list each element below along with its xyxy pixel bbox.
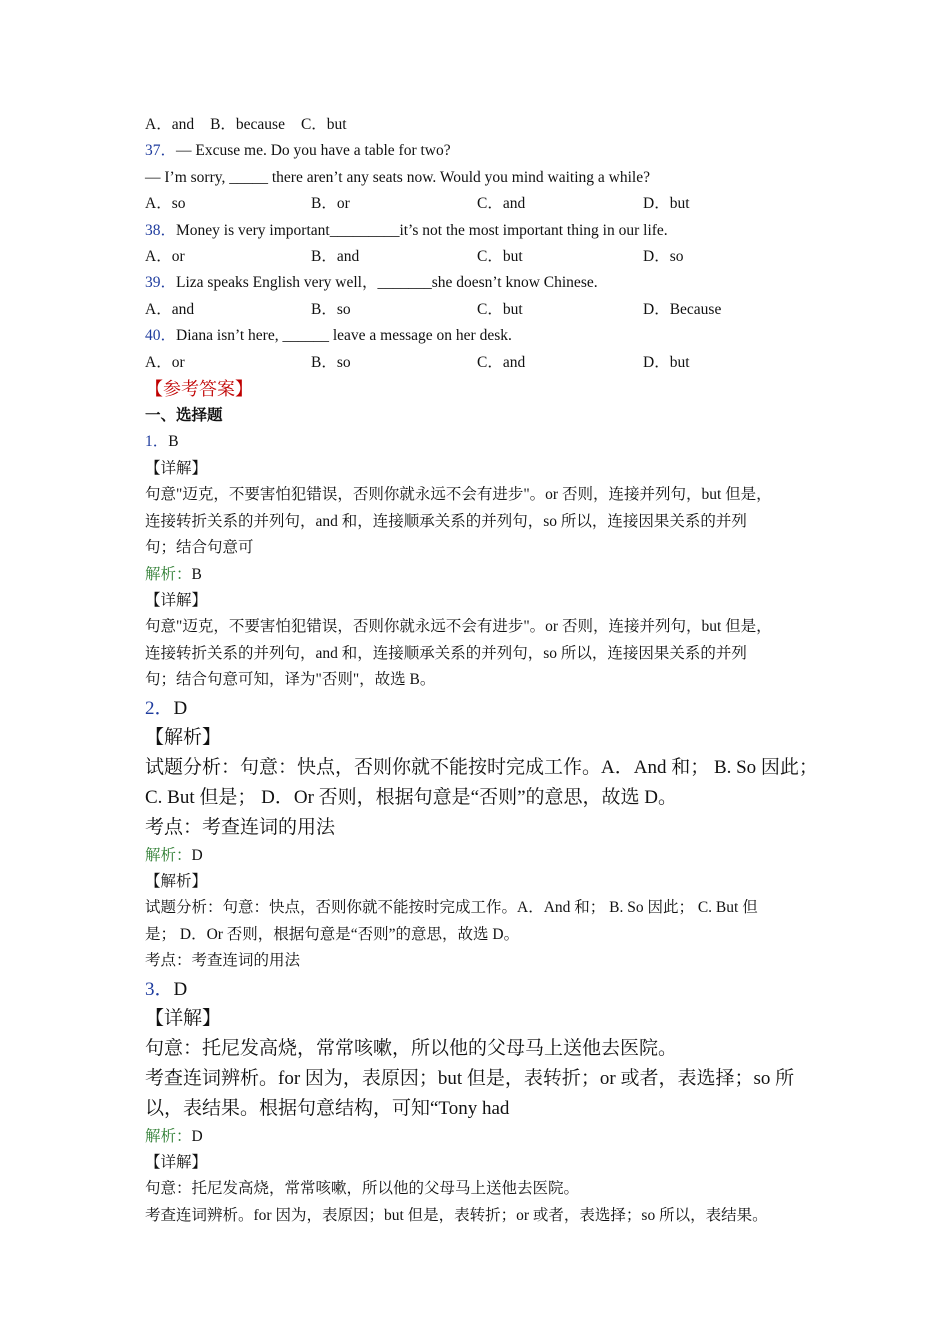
q37-question	[145, 138, 825, 164]
q39-text: Liza speaks English very well，_______she doesn’t know Chinese.	[176, 274, 598, 292]
q38-text: Money is very important_________it’s not the most important thing in our life.	[176, 221, 668, 239]
q40-question	[145, 323, 825, 349]
q38-option-a: A．or	[145, 248, 185, 266]
a1-detail-line-2: 连接转折关系的并列句，and 和，连接顺承关系的并列句，so 所以，连接因果关系的并列	[145, 512, 747, 530]
a3-line-2: 考查连词辨析。for 因为，表原因；but 但是，表转折；or 或者，表选择；so 所	[145, 1067, 795, 1089]
a3-line-3: 以，表结果。根据句意结构，可知“Tony had	[145, 1097, 510, 1119]
a1-detail-line-3: 句；结合句意可	[145, 539, 254, 557]
q40-text: Diana isn’t here, ______ leave a message on her desk.	[176, 327, 512, 345]
a1-choice: B	[168, 433, 179, 451]
q38-option-d: D．so	[643, 248, 684, 266]
q36-option-c: C．but	[300, 116, 347, 133]
q40-option-a: A．or	[145, 353, 185, 371]
q39-question	[145, 270, 825, 296]
a3-jiexi-label: 解析：	[145, 1127, 192, 1145]
q38-options	[145, 244, 825, 270]
a2-kaodian: 考点：考查连词的用法	[145, 816, 336, 838]
document-page	[145, 112, 825, 1229]
a1-detail2-line-2: 连接转折关系的并列句，and 和，连接顺承关系的并列句，so 所以，连接因果关系的并列	[145, 644, 747, 662]
a2-jiexi-value: D	[191, 846, 203, 864]
q39-number: 39．	[145, 274, 177, 292]
a2-jiexi	[145, 843, 825, 869]
q37-line2: — I’m sorry, _____ there aren’t any seats now. Would you mind waiting a while?	[145, 168, 650, 186]
a1-jiexi-value: B	[191, 565, 202, 583]
q37-option-c: C．and	[477, 195, 526, 213]
q40-option-d: D．but	[643, 353, 690, 371]
a3-label2: 【详解】	[145, 1153, 208, 1171]
q37-option-a: A．so	[145, 195, 186, 213]
answer-header: 【参考答案】	[145, 379, 253, 400]
a3-jiexi	[145, 1124, 825, 1150]
q40-number: 40．	[145, 327, 177, 345]
a1-number: 1．	[145, 433, 169, 451]
q36-option-a: A．and	[145, 116, 195, 133]
a1-detail-line-1: 句意"迈克，不要害怕犯错误，否则你就永远不会有进步"。or 否则，连接并列句，but 但是，	[145, 486, 772, 504]
a2-label: 【解析】	[145, 727, 222, 749]
q37-option-d: D．but	[643, 195, 690, 213]
a1-detail2-line-3: 句；结合句意可知，译为"否则"，故选 B。	[145, 671, 436, 689]
q36-option-b: B．because	[210, 116, 285, 133]
q39-option-b: B．so	[311, 300, 351, 318]
q36-options	[145, 112, 825, 138]
q37-line1: — Excuse me. Do you have a table for two?	[176, 142, 451, 160]
q37-number: 37．	[145, 142, 177, 160]
a1-detail2-label: 【详解】	[145, 591, 208, 609]
q37-options	[145, 191, 825, 217]
q37-option-b: B．or	[311, 195, 350, 213]
a2-line2-1: 试题分析：句意：快点，否则你就不能按时完成工作。A．And 和； B. So 因此； C. But 但	[145, 899, 758, 917]
a1-detail-label: 【详解】	[145, 459, 208, 477]
a2-line-2: C. But 但是； D．Or 否则，根据句意是“否则”的意思，故选 D。	[145, 786, 677, 808]
a2-number: 2．	[145, 697, 174, 719]
a3-number: 3．	[145, 978, 174, 1000]
a2-choice: D	[173, 697, 188, 719]
q38-option-b: B．and	[311, 248, 360, 266]
a3-line2-2: 考查连词辨析。for 因为，表原因；but 但是，表转折；or 或者，表选择；so 所以，表结果。	[145, 1206, 768, 1224]
q39-options	[145, 297, 825, 323]
a3-jiexi-value: D	[191, 1127, 203, 1145]
q38-question	[145, 218, 825, 244]
q38-number: 38．	[145, 221, 177, 239]
a2-answer	[145, 694, 825, 724]
a1-jiexi-label: 解析：	[145, 565, 192, 583]
a3-choice: D	[173, 978, 188, 1000]
a3-line2-1: 句意：托尼发高烧，常常咳嗽，所以他的父母马上送他去医院。	[145, 1180, 580, 1198]
a3-line-1: 句意：托尼发高烧，常常咳嗽，所以他的父母马上送他去医院。	[145, 1038, 678, 1060]
a3-answer	[145, 975, 825, 1005]
a2-label2: 【解析】	[145, 872, 208, 890]
section-title: 一、选择题	[145, 407, 223, 425]
q38-option-c: C．but	[477, 248, 523, 266]
a2-line-1: 试题分析：句意：快点，否则你就不能按时完成工作。A．And 和； B. So 因此；	[145, 757, 818, 779]
q40-options	[145, 350, 825, 376]
a1-answer	[145, 429, 825, 455]
q40-option-b: B．so	[311, 353, 351, 371]
a2-kaodian2: 考点：考查连词的用法	[145, 952, 301, 970]
a2-line2-2: 是； D．Or 否则，根据句意是“否则”的意思，故选 D。	[145, 925, 520, 943]
a3-label: 【详解】	[145, 1008, 222, 1030]
q39-option-d: D．Because	[643, 300, 722, 318]
q39-option-a: A．and	[145, 300, 195, 318]
a2-jiexi-label: 解析：	[145, 846, 192, 864]
a1-jiexi	[145, 562, 825, 588]
q39-option-c: C．but	[477, 300, 523, 318]
a1-detail2-line-1: 句意"迈克，不要害怕犯错误，否则你就永远不会有进步"。or 否则，连接并列句，but 但是，	[145, 618, 772, 636]
q40-option-c: C．and	[477, 353, 526, 371]
